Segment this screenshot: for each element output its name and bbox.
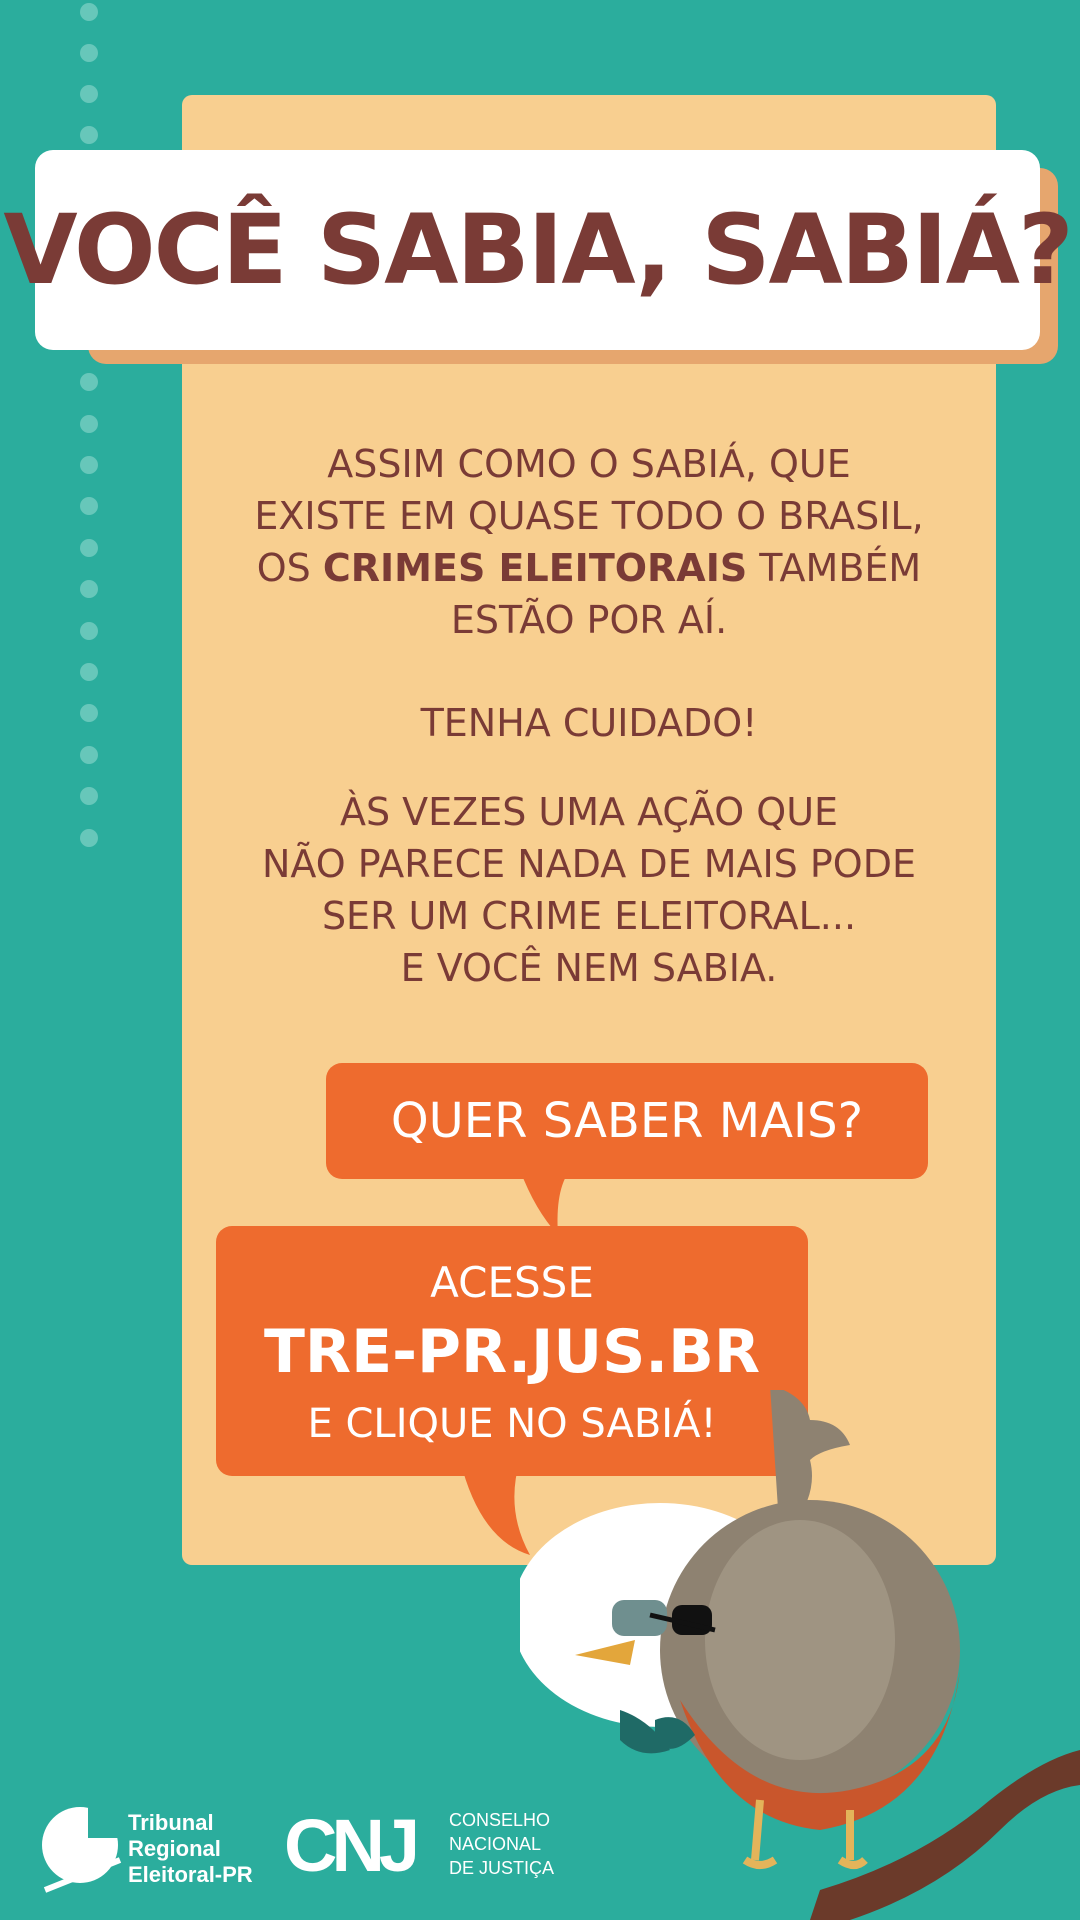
cnj-line: DE JUSTIÇA xyxy=(449,1858,555,1878)
intro-line: ASSIM COMO O SABIÁ, QUE xyxy=(327,442,851,486)
cnj-logo-text xyxy=(449,1808,554,1880)
page-title: VOCÊ SABIA, SABIÁ? xyxy=(3,194,1072,306)
crimes-highlight: CRIMES ELEITORAIS xyxy=(322,546,748,590)
cta-line: ACESSE xyxy=(430,1258,594,1307)
tre-logo-icon xyxy=(40,1800,130,1900)
tre-logo-text xyxy=(128,1810,253,1888)
body-paragraph xyxy=(182,786,996,994)
sabia-bird-illustration xyxy=(520,1390,1080,1920)
title-banner xyxy=(3,150,1072,350)
body-line: SER UM CRIME ELEITORAL... xyxy=(321,894,857,938)
cnj-line: CONSELHO xyxy=(449,1810,551,1830)
warning-text xyxy=(182,697,996,749)
tre-line: Regional xyxy=(128,1836,221,1861)
intro-line xyxy=(182,542,996,594)
intro-text: TAMBÉM xyxy=(747,546,922,590)
intro-paragraph xyxy=(182,438,996,646)
tre-line: Eleitoral-PR xyxy=(128,1862,253,1887)
warning-line: TENHA CUIDADO! xyxy=(420,701,758,745)
body-line: E VOCÊ NEM SABIA. xyxy=(400,946,778,990)
question-bubble xyxy=(326,1063,928,1179)
intro-line: ESTÃO POR AÍ. xyxy=(450,598,728,642)
intro-line: EXISTE EM QUASE TODO O BRASIL, xyxy=(254,494,924,538)
tre-line: Tribunal xyxy=(128,1810,214,1835)
question-text: QUER SABER MAIS? xyxy=(390,1093,864,1149)
cnj-logo-icon: CNJ xyxy=(284,1804,415,1887)
website-link[interactable]: TRE-PR.JUS.BR xyxy=(263,1317,761,1387)
cta-line: E CLIQUE NO SABIÁ! xyxy=(307,1401,717,1447)
intro-text: OS xyxy=(256,546,323,590)
cnj-line: NACIONAL xyxy=(449,1834,542,1854)
body-line: ÀS VEZES UMA AÇÃO QUE xyxy=(339,790,839,834)
body-line: NÃO PARECE NADA DE MAIS PODE xyxy=(262,842,916,886)
